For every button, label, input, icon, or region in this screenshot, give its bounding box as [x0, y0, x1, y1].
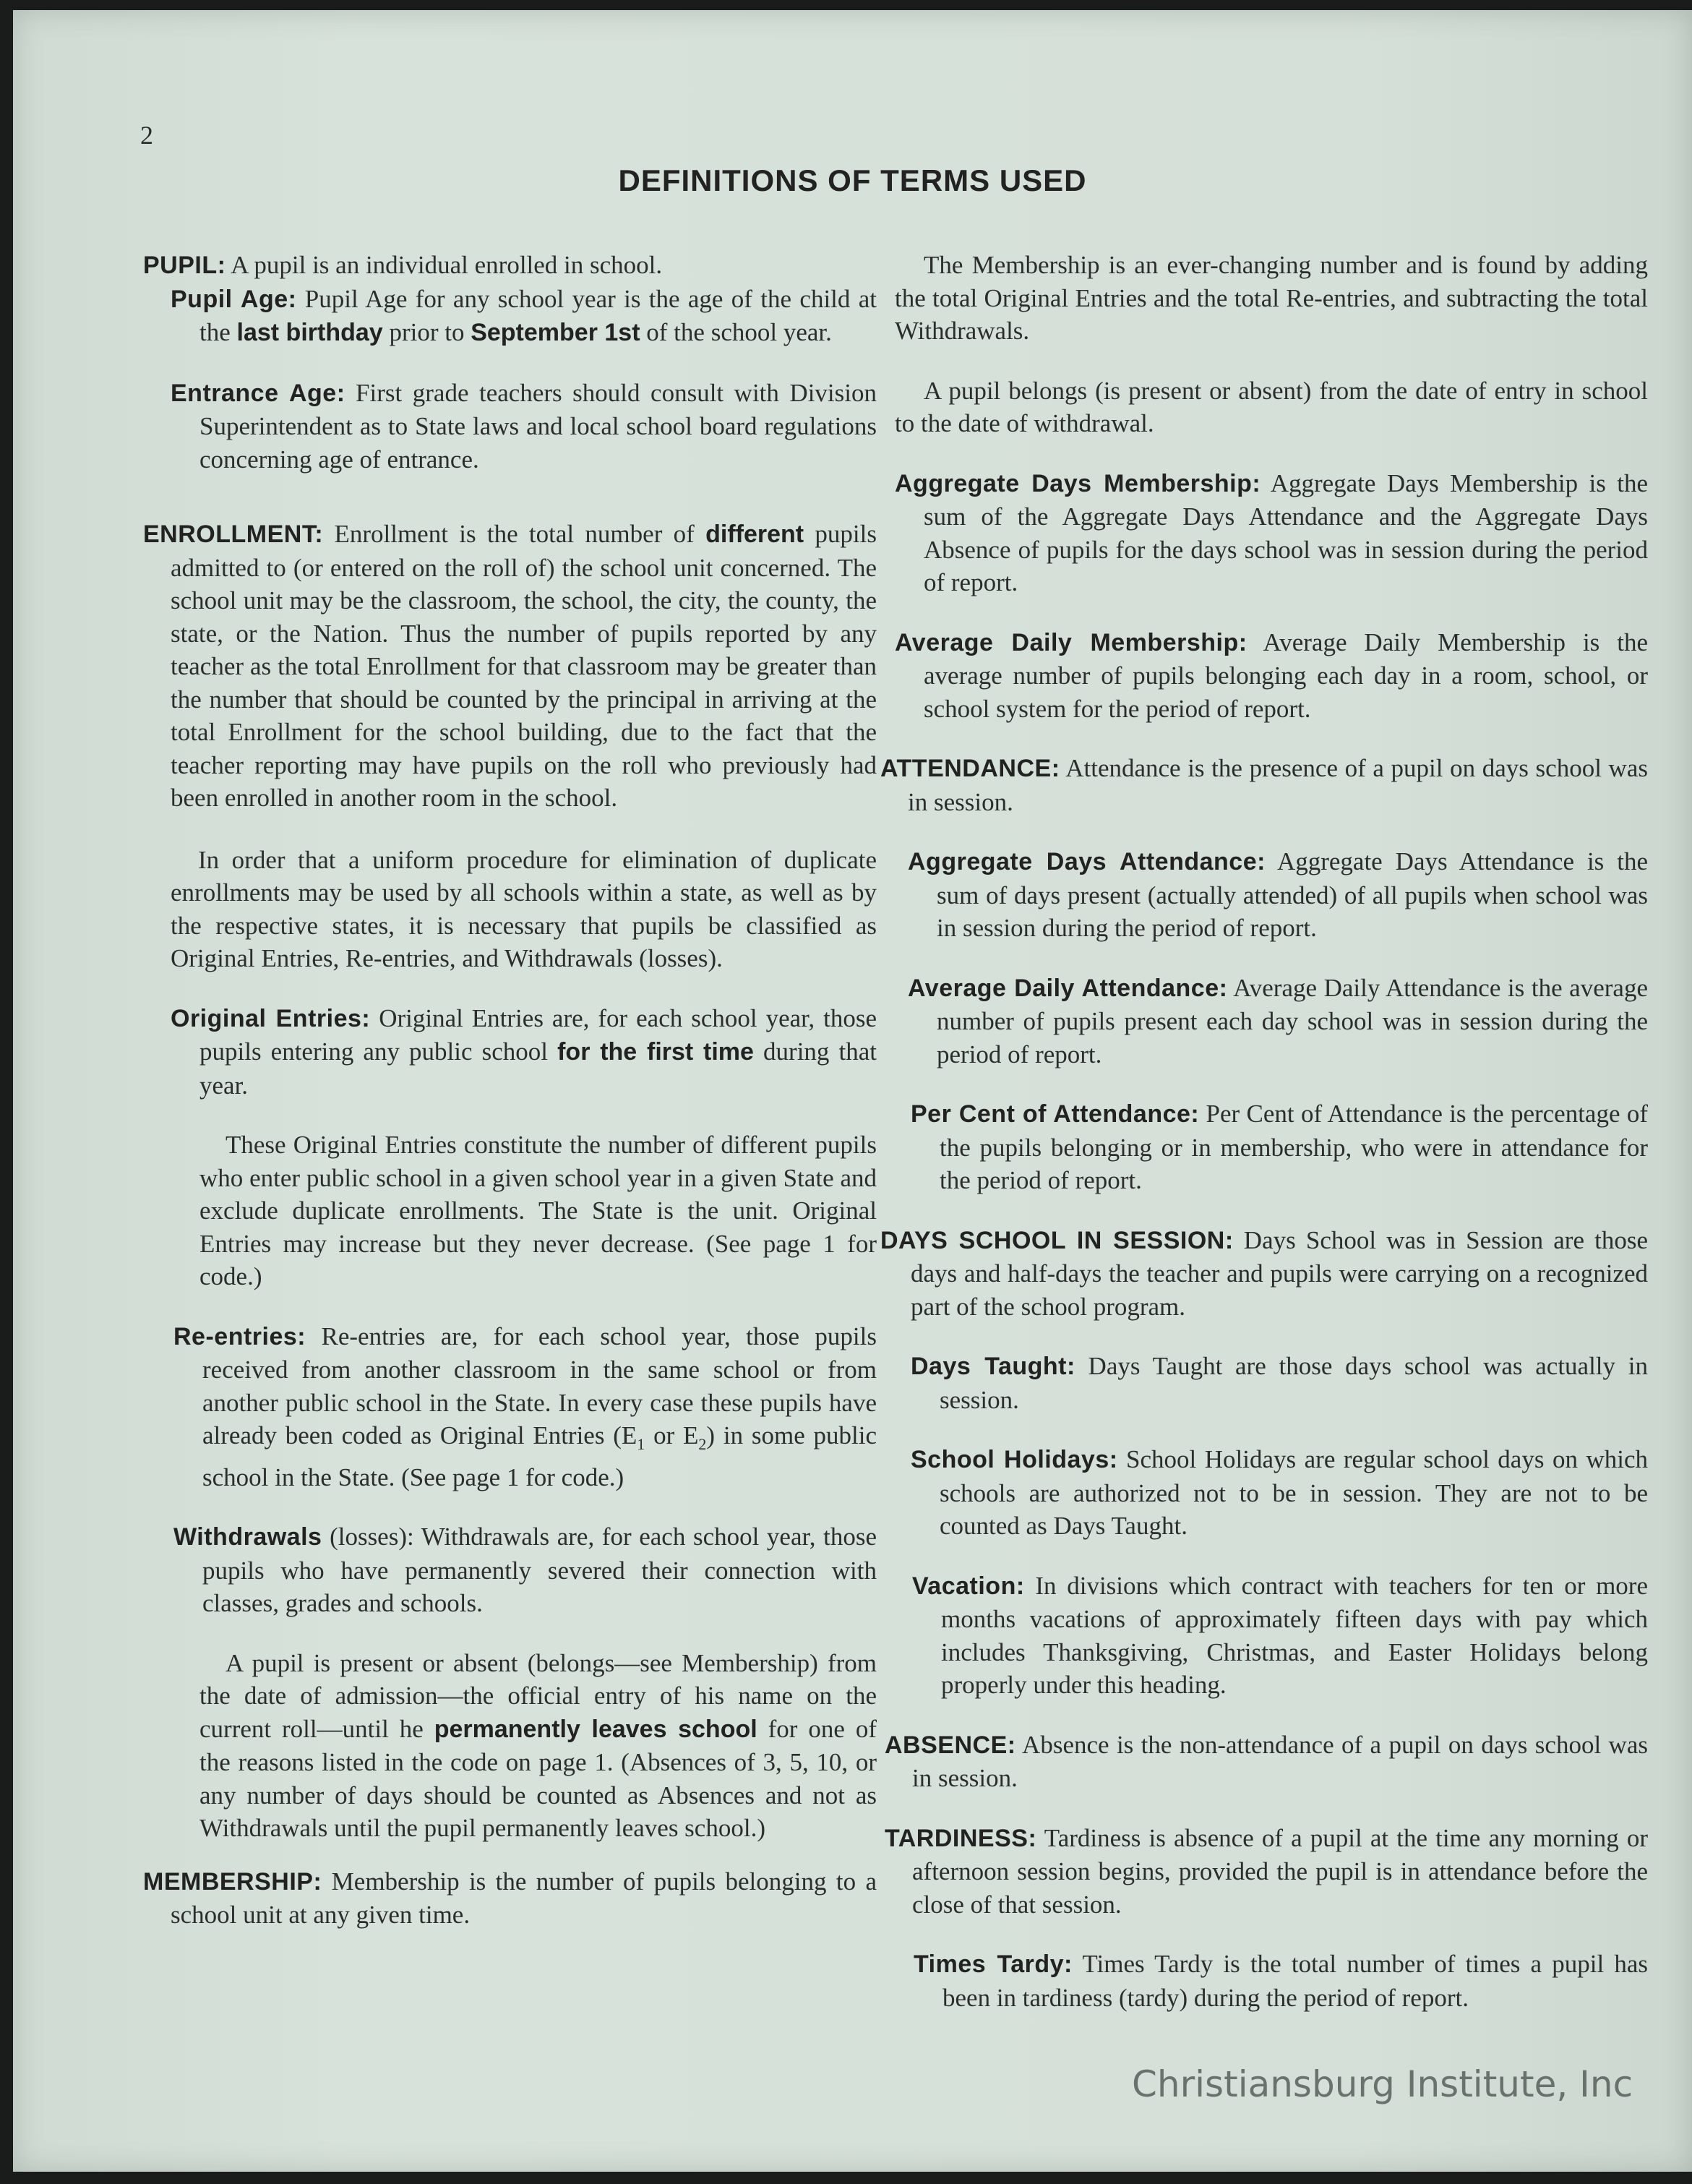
definition-text: pupils admitted to (or entered on the roll of) the school unit concerned. The school unit may be the classroom, the school, the city, the county, the state, or the Nation. Thus the number of pupils reported by any teacher as the total Enrollment for that classroom may be greater than the number that should be counted by the principal in arriving at the total Enrollment for the school building, due to the fact that the teacher reporting may have pupils on the roll who previously had been enrolled in another room in the school. — [171, 520, 877, 812]
subscript: 1 — [637, 1435, 645, 1453]
definition-text: School Holidays are regular school days on which schools are authorized not to be in session. They are not to be counted as Days Taught. — [940, 1445, 1648, 1540]
term-heading: DAYS SCHOOL IN SESSION: — [880, 1226, 1234, 1254]
emphasis-text: last birthday — [236, 319, 383, 346]
definition-text: A pupil is an individual enrolled in school. — [226, 251, 663, 279]
term-heading: Withdrawals — [173, 1523, 322, 1551]
definition-text: Pupil Age for any school year is the age of the child at the — [199, 284, 877, 346]
definition-text: A pupil is present or absent (belongs—see Membership) from the date of admission—the official entry of his name on the current roll—until he — [199, 1648, 877, 1743]
term-heading: Pupil Age: — [171, 285, 297, 313]
definition-text: First grade teachers should consult with Division Superintendent as to State laws and local school board regulations concerning age of entrance. — [199, 378, 877, 474]
definition-text: Average Daily Membership is the average number of pupils belonging each day in a room, school, or school system for the period of report. — [924, 628, 1648, 723]
right-column — [880, 249, 1648, 2041]
definition-entrance-age — [143, 377, 877, 476]
definition-text: for one of the reasons listed in the code on page 1. (Absences of 3, 5, 10, or any number of days should be counted as Absences and not as Withdrawals until the pupil permanently leaves school.) — [199, 1714, 877, 1842]
definition-aggregate-days-membership — [880, 467, 1648, 599]
definition-days-school-in-session — [880, 1224, 1648, 1324]
definition-text: Tardiness is absence of a pupil at the time any morning or afternoon session begins, provided the pupil is in attendance before the close of that session. — [912, 1823, 1648, 1919]
enrollment-paragraph: In order that a uniform procedure for elimination of duplicate enrollments may be used by all schools within a state, as well as by the respective states, it is necessary that pupils be classified as Original Entries, Re-entries, and Withdrawals (losses). — [171, 845, 877, 972]
term-heading: School Holidays: — [911, 1446, 1118, 1473]
definition-re-entries — [143, 1320, 877, 1494]
definition-text: Days School was in Session are those days and half-days the teacher and pupils were carrying on a recognized part of the school program. — [911, 1225, 1648, 1321]
definition-text: Aggregate Days Attendance is the sum of days present (actually attended) of all pupils when school was in session during the period of report. — [937, 847, 1649, 942]
left-column — [143, 249, 877, 1958]
definition-attendance — [880, 752, 1648, 818]
definition-average-daily-membership — [880, 626, 1648, 726]
definition-text: during that year. — [199, 1037, 877, 1100]
term-heading: MEMBERSHIP: — [143, 1867, 322, 1896]
definition-text: (losses): Withdrawals are, for each school year, those pupils who have permanently severed their connection with classes, grades and schools. — [202, 1523, 877, 1617]
term-heading: Per Cent of Attendance: — [911, 1100, 1200, 1128]
page-title: DEFINITIONS OF TERMS USED — [618, 163, 1087, 197]
page-number: 2 — [140, 121, 153, 150]
emphasis-text: September 1st — [471, 319, 640, 346]
definition-text: ) in some public school in the State. (See page 1 for code.) — [202, 1421, 877, 1491]
definition-text: Membership is the number of pupils belonging to a school unit at any given time. — [171, 1867, 877, 1929]
definition-text: Days Taught are those days school was actually in session. — [940, 1352, 1648, 1414]
definition-text: Average Daily Attendance is the average number of pupils present each day school was in session during the period of report. — [937, 973, 1648, 1069]
subscript: 2 — [698, 1435, 707, 1453]
definition-per-cent-attendance — [880, 1097, 1648, 1197]
definition-pupil-age — [143, 283, 877, 350]
definition-aggregate-days-attendance — [880, 845, 1648, 945]
term-heading: Vacation: — [912, 1572, 1025, 1600]
emphasis-text: permanently leaves school — [434, 1715, 757, 1743]
definition-pupil — [143, 249, 877, 283]
definition-withdrawals — [143, 1520, 877, 1620]
definition-text: Absence is the non-attendance of a pupil on days school was in session. — [912, 1730, 1648, 1792]
definition-school-holidays — [880, 1443, 1648, 1543]
term-heading: PUPIL: — [143, 252, 226, 279]
definition-original-entries — [143, 1002, 877, 1102]
emphasis-text: for the first time — [557, 1038, 754, 1066]
term-heading: Times Tardy: — [914, 1950, 1073, 1978]
definition-text: Enrollment is the total number of — [323, 520, 706, 548]
term-heading: Days Taught: — [911, 1353, 1075, 1380]
term-heading: ENROLLMENT: — [143, 521, 324, 548]
definition-text: Per Cent of Attendance is the percentage of the pupils belonging or in membership, who were in attendance for the period of report. — [940, 1100, 1648, 1194]
definition-enrollment — [143, 518, 877, 815]
definition-text: or E — [645, 1421, 699, 1449]
membership-paragraph: The Membership is an ever-changing number and is found by adding the total Original Entries and the total Re-entries, and subtracting the total Withdrawals. — [895, 251, 1648, 345]
term-heading: Original Entries: — [171, 1004, 371, 1032]
definition-text: Aggregate Days Membership is the sum of the Aggregate Days Attendance and the Aggregate Days Absence of pupils for the days school was in session during the period of report. — [924, 468, 1649, 596]
term-heading: Aggregate Days Membership: — [895, 469, 1261, 497]
watermark: Christiansburg Institute, Inc — [1132, 2063, 1633, 2105]
term-heading: Average Daily Membership: — [895, 628, 1247, 656]
document-page — [13, 10, 1692, 2172]
definition-text: prior to — [382, 318, 471, 346]
term-heading: ABSENCE: — [885, 1731, 1016, 1759]
definition-vacation — [880, 1570, 1648, 1702]
definition-tardiness — [880, 1822, 1648, 1922]
definition-average-daily-attendance — [880, 972, 1648, 1071]
term-heading: Aggregate Days Attendance: — [908, 848, 1266, 875]
definition-membership — [143, 1865, 877, 1932]
withdrawals-paragraph — [143, 1647, 877, 1845]
definition-text: Attendance is the presence of a pupil on days school was in session. — [908, 754, 1648, 816]
definition-text: of the school year. — [640, 318, 832, 346]
definition-text: In divisions which contract with teachers for ten or more months vacations of approximately fifteen days with pay which includes Thanksgiving, Christmas, and Easter Holidays belong properly under this heading. — [941, 1571, 1648, 1699]
membership-belongs-paragraph: A pupil belongs (is present or absent) from the date of entry in school to the date of withdrawal. — [895, 376, 1648, 437]
original-entries-paragraph: These Original Entries constitute the number of different pupils who enter public school in a given school year in a given State and exclude duplicate enrollments. The State is the unit. Original Entries may increase but they never decrease. (See page 1 for code.) — [199, 1131, 877, 1290]
term-heading: Average Daily Attendance: — [908, 974, 1228, 1002]
definition-text: Re-entries are, for each school year, those pupils received from another classroom in the same school or from another public school in the State. In every case these pupils have already been coded as Original Entries (E — [202, 1322, 877, 1449]
emphasis-text: different — [705, 521, 804, 548]
term-heading: Entrance Age: — [171, 379, 345, 407]
term-heading: ATTENDANCE: — [880, 755, 1060, 782]
term-heading: TARDINESS: — [885, 1824, 1037, 1852]
term-heading: Re-entries: — [173, 1322, 306, 1350]
definition-text: Times Tardy is the total number of times a pupil has been in tardiness (tardy) during the period of report. — [942, 1950, 1648, 2012]
definition-absence — [880, 1729, 1648, 1795]
definition-days-taught — [880, 1350, 1648, 1416]
definition-times-tardy — [880, 1948, 1648, 2014]
definition-text: Original Entries are, for each school year, those pupils entering any public school — [199, 1003, 877, 1066]
